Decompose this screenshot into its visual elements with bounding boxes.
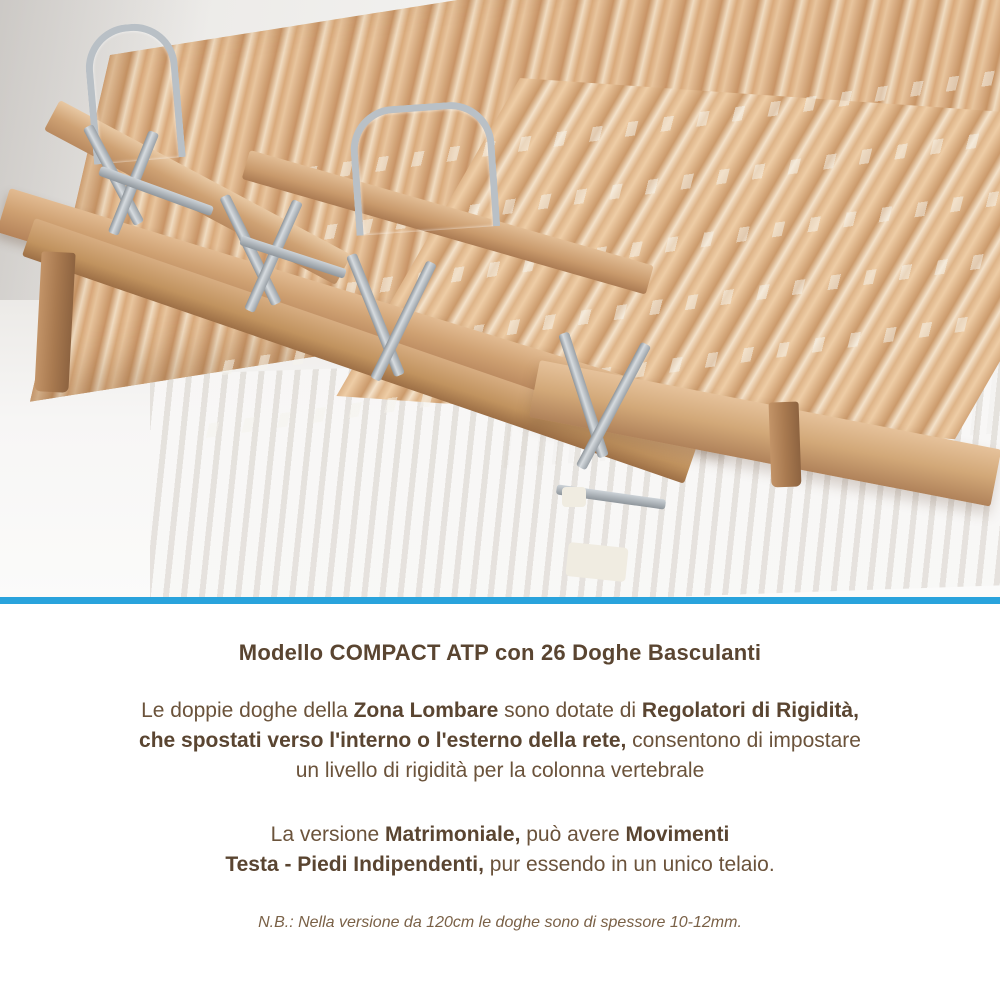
description-paragraph-1 — [50, 696, 950, 786]
accent-divider — [0, 597, 1000, 604]
text-fragment: La versione — [270, 823, 386, 846]
text-fragment: può avere — [520, 823, 626, 846]
description-paragraph-2 — [50, 820, 950, 880]
text-fragment: consentono di impostare — [626, 729, 861, 752]
text-emphasis-zona-lombare: Zona Lombare — [353, 699, 499, 722]
description-panel — [0, 604, 1000, 1000]
paragraph-2-line-1 — [50, 820, 950, 850]
bed-leg-right — [769, 402, 802, 488]
frame-corner-cap — [565, 542, 628, 582]
paragraph-1-line-3: un livello di rigidità per la colonna vertebrale — [295, 759, 705, 782]
mechanism-end-cap — [562, 487, 586, 507]
text-emphasis-regolatori: Regolatori di Rigidità, — [641, 699, 859, 722]
product-headline: Modello COMPACT ATP con 26 Doghe Basculanti — [238, 640, 762, 665]
paragraph-1-line-1 — [50, 696, 950, 726]
text-emphasis-testa-piedi: Testa - Piedi Indipendenti, — [225, 853, 484, 876]
text-emphasis-spostati: che spostati verso l'interno o l'esterno della rete, — [139, 729, 627, 752]
chrome-handle-second — [348, 99, 501, 236]
text-fragment: pur essendo in un unico telaio. — [483, 853, 775, 876]
text-fragment: sono dotate di — [498, 699, 642, 722]
paragraph-1-line-2 — [50, 726, 950, 756]
text-emphasis-matrimoniale: Matrimoniale, — [385, 823, 521, 846]
text-emphasis-movimenti: Movimenti — [625, 823, 730, 846]
paragraph-2-line-2 — [50, 850, 950, 880]
description-note: N.B.: Nella versione da 120cm le doghe sono di spessore 10-12mm. — [258, 914, 742, 931]
text-fragment: Le doppie doghe della — [141, 699, 354, 722]
